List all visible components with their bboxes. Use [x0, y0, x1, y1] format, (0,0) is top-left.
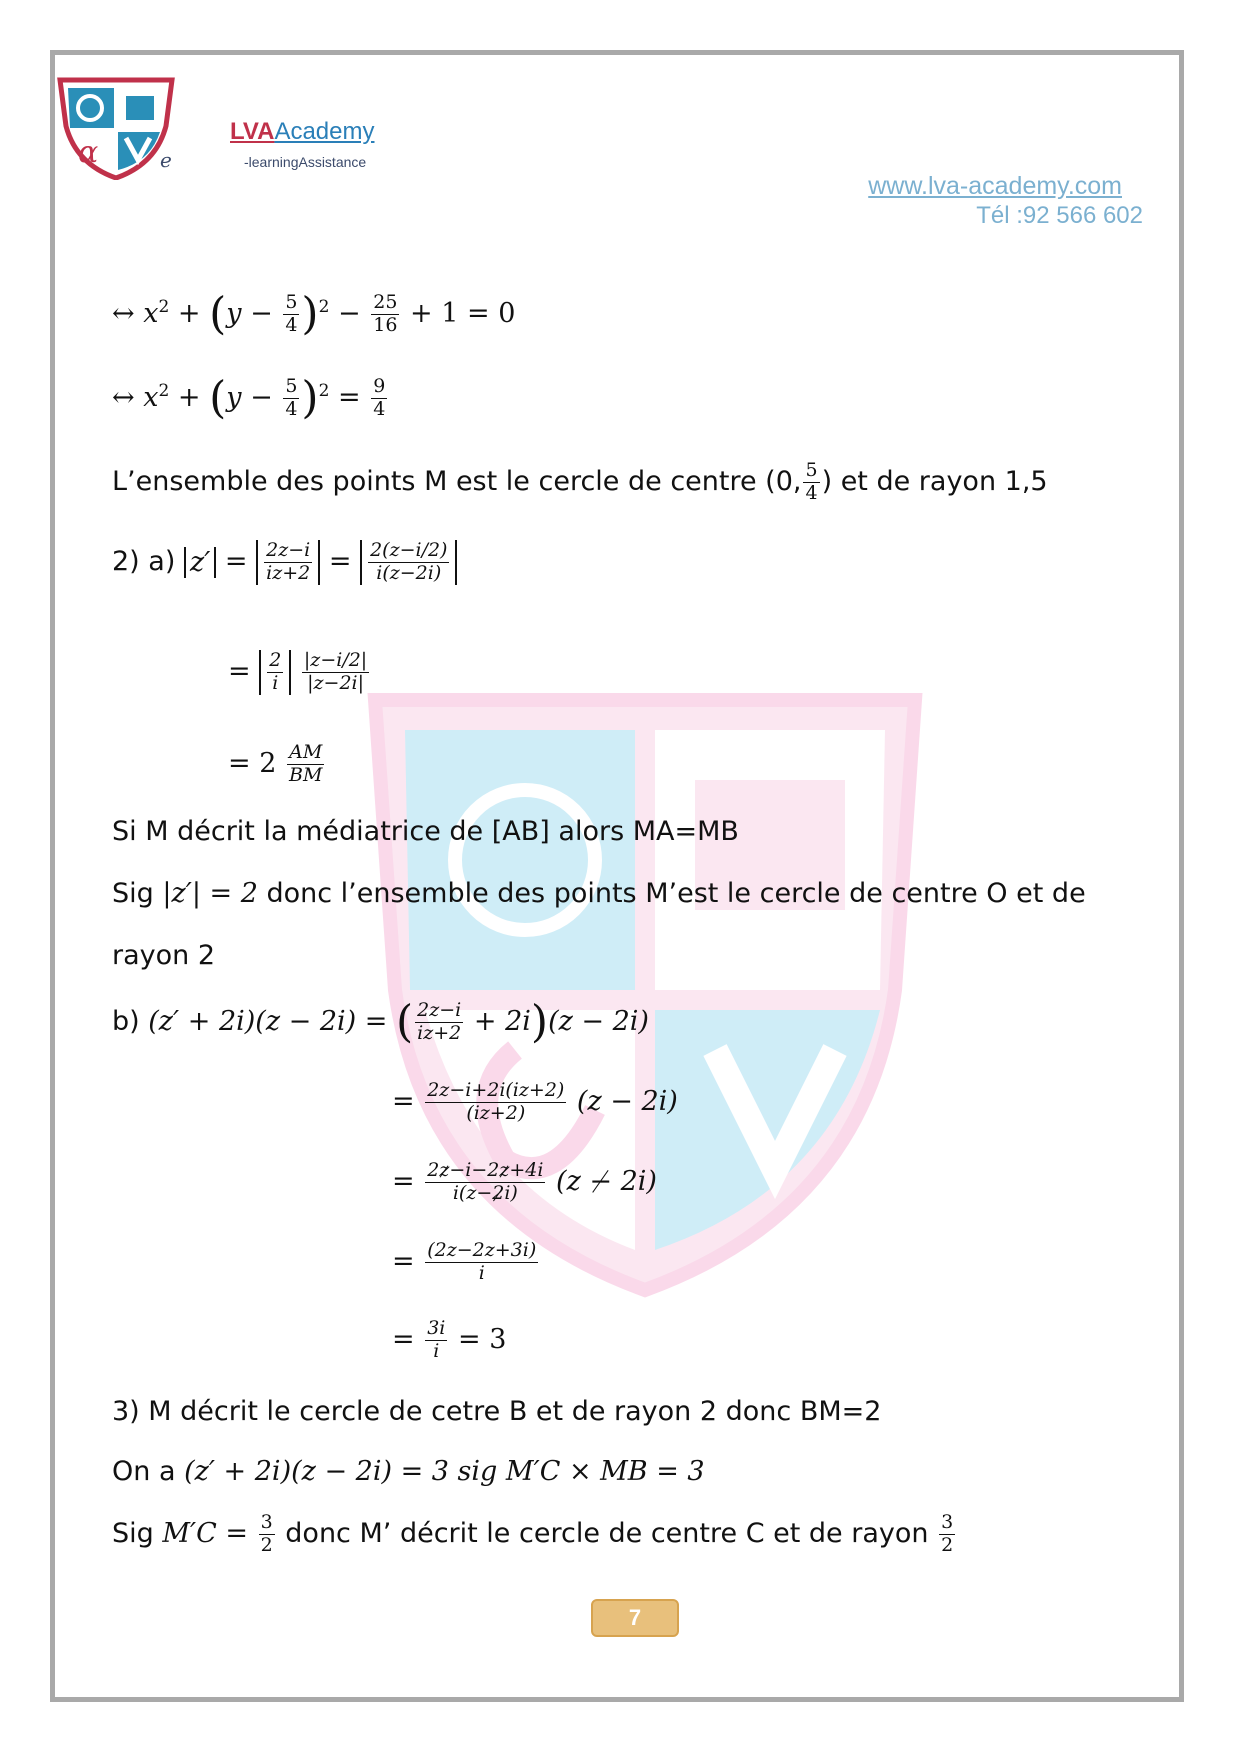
equation-line-2: ↔ $x^2 + (y$ − $\frac{5}{4}$ )$^2$ = $\frac{9}{4}$: [112, 372, 386, 424]
text-line-17: Sig M′C = $\frac{3}{2}$ donc M’ décrit le cercle de centre C et de rayon $\frac{3}{2}$: [112, 1511, 954, 1556]
lva-academy-logo: [56, 76, 176, 180]
svg-text:α: α: [78, 135, 99, 170]
equation-line-1: ↔ $x^2 + (y$ − $\frac{5}{4}$ )$^2$ − $\frac{25}{16}$ + 1 = 0: [112, 288, 516, 340]
equation-line-5: = $\frac{2}{i}$ $\frac{|z-i/2|}{|z-2i|}$: [228, 649, 368, 694]
academy-shield-watermark-icon: [365, 690, 925, 1300]
equation-line-11: = $\frac{2z-i+2i(iz+2)}{(iz+2)}$ (z − 2i): [392, 1079, 678, 1124]
text-line-9: rayon 2: [112, 940, 216, 971]
equation-line-4: 2) a) z′ = $\frac{2z-i}{iz+2}$ = $\frac{2(z-i/2)}{i(z-2i)}$: [112, 540, 457, 585]
logo-e-mark: e: [160, 148, 172, 172]
brand-lva: LVA: [230, 118, 275, 145]
equation-line-13: = $\frac{(2z-2z+3i)}{i}$: [392, 1239, 537, 1284]
website-link[interactable]: www.lva-academy.com: [868, 172, 1122, 200]
equation-line-14: = $\frac{3i}{i}$ = 3: [392, 1317, 507, 1362]
text-line-3: L’ensemble des points M est le cercle de centre (0, $\frac{5}{4}$ ) et de rayon 1,5: [112, 459, 1048, 504]
text-line-15: 3) M décrit le cercle de cetre B et de rayon 2 donc BM=2: [112, 1396, 882, 1427]
phone-number: Tél :92 566 602: [976, 202, 1143, 229]
brand-tagline: -learningAssistance: [244, 154, 367, 170]
text-line-8: Sig |z′| = 2 donc l’ensemble des points M’est le cercle de centre O et de: [112, 878, 1086, 909]
text-line-16: On a (z′ + 2i)(z − 2i) = 3 sig M′C × MB = 3: [112, 1456, 705, 1487]
equation-line-10: b) (z′ + 2i)(z − 2i) = ( $\frac{2z-i}{iz+2}$ + 2i)(z − 2i): [112, 996, 649, 1048]
brand-academy: Academy: [274, 118, 375, 145]
brand-name[interactable]: [230, 118, 374, 146]
equation-line-6: = 2 $\frac{AM}{BM}$: [228, 741, 323, 786]
equation-line-12: = $\frac{2z-i-2z+4i}{i(z-2i)}$ (z − 2i): [392, 1159, 657, 1204]
text-line-7: Si M décrit la médiatrice de [AB] alors MA=MB: [112, 816, 739, 847]
page-number-badge: 7: [591, 1599, 679, 1637]
